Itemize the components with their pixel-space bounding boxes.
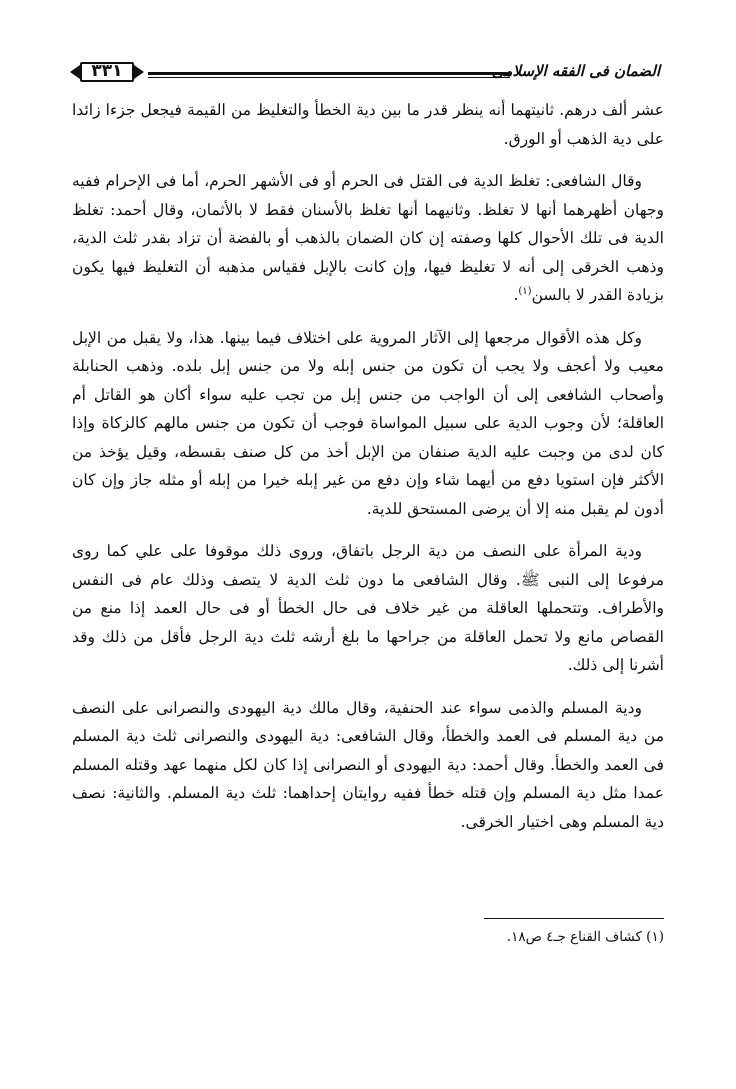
running-title: الضمان فى الفقه الإسلامى — [491, 62, 660, 80]
paragraph-5: ودية المسلم والذمى سواء عند الحنفية، وقال مالك دية اليهودى والنصرانى على النصف من دية المسلم فى العمد والخطأ، وقال الشافعى: دية اليهودى والنصرانى ثلث دية المسلم فى العمد والخطأ. وقال أحمد: دية اليهودى أو النصرانى إذا كان لكل منهما عهد وقتله المسلم عمدا مثل دية المسلم وإن قتله خطأ ففيه روايتان إحداهما: ثلث دية المسلم. والثانية: نصف دية المسلم وهى اختيار الخرقى. — [72, 698, 664, 831]
paragraph-3: وكل هذه الأقوال مرجعها إلى الآثار المروية على اختلاف فيما بينها. هذا، ولا يقبل من الإبل معيب ولا أعجف ولا يجب أن تكون من جنس إبله ولا من جنس إبل بلده. وذهب الحنابلة وأصحاب الشافعى إلى أن الواجب من جنس إبل من تجب عليه سواء أكان هو القاتل أم العاقلة؛ لأن وجوب الدية على سبيل المواساة فوجب أن تكون من جنس مالهم كالزكاة وإذا كان لدى من وجبت عليه الدية صنفان من الإبل أخذ من كل صنف بقسطه، وقيل يؤخذ من الأكثر فإن استويا دفع من أيهما شاء وإن دفع من غير إبله خيرا من إبله أو مثله جاز وإن كان أدون لم يقبل منه إلا أن يرضى المستحق للدية. — [72, 328, 664, 518]
footnote-rule — [484, 918, 664, 919]
page-number: ٣٣١ — [91, 61, 123, 81]
body-text — [72, 96, 664, 850]
header-rule — [148, 72, 510, 78]
paragraph-2-end: . — [513, 286, 519, 304]
paragraph-2 — [72, 167, 664, 310]
page-header — [70, 60, 660, 90]
footnote: (١) كشاف القناع جـ٤ ص١٨. — [506, 929, 664, 945]
paragraph-1: عشر ألف درهم. ثانيتهما أنه ينظر قدر ما بين دية الخطأ والتغليظ من القيمة فيجعل جزءا زائدا على دية الذهب أو الورق. — [72, 101, 664, 148]
footnote-ref: (١) — [518, 285, 532, 297]
paragraph-4: ودية المرأة على النصف من دية الرجل باتفاق، وروى ذلك موقوفا على علي كما روى مرفوعا إلى النبى ﷺ. وقال الشافعى ما دون ثلث الدية لا يتصف وذلك عام فى النفس والأطراف. وتتحملها العاقلة من غير خلاف فى حال الخطأ أو فى حال العمد إذا منع من القصاص مانع ولا تحمل العاقلة من جراحها ما بلغ أرشه ثلث دية الرجل فأقل من ذلك وقد أشرنا إلى ذلك. — [72, 542, 664, 674]
paragraph-2-text: وقال الشافعى: تغلظ الدية فى القتل فى الحرم أو فى الأشهر الحرم، أما فى الإحرام ففيه وجهان أظهرهما أنها لا تغلظ. وثانيهما أنها تغلظ بالأسنان فقط لا بالأثمان، وقال أحمد: تغلظ الدية فى تلك الأحوال كلها وصفته إن كان الضمان بالذهب أو بالفضة أن تزاد بقدر ثلث الدية، وذهب الخرقى إلى أنه لا تغليظ فيها، وإن كانت بالإبل فقياس مذهبه أن التغليظ فيها يكون بزيادة القدر لا بالسن — [72, 172, 664, 304]
page-number-ornament — [70, 60, 144, 84]
